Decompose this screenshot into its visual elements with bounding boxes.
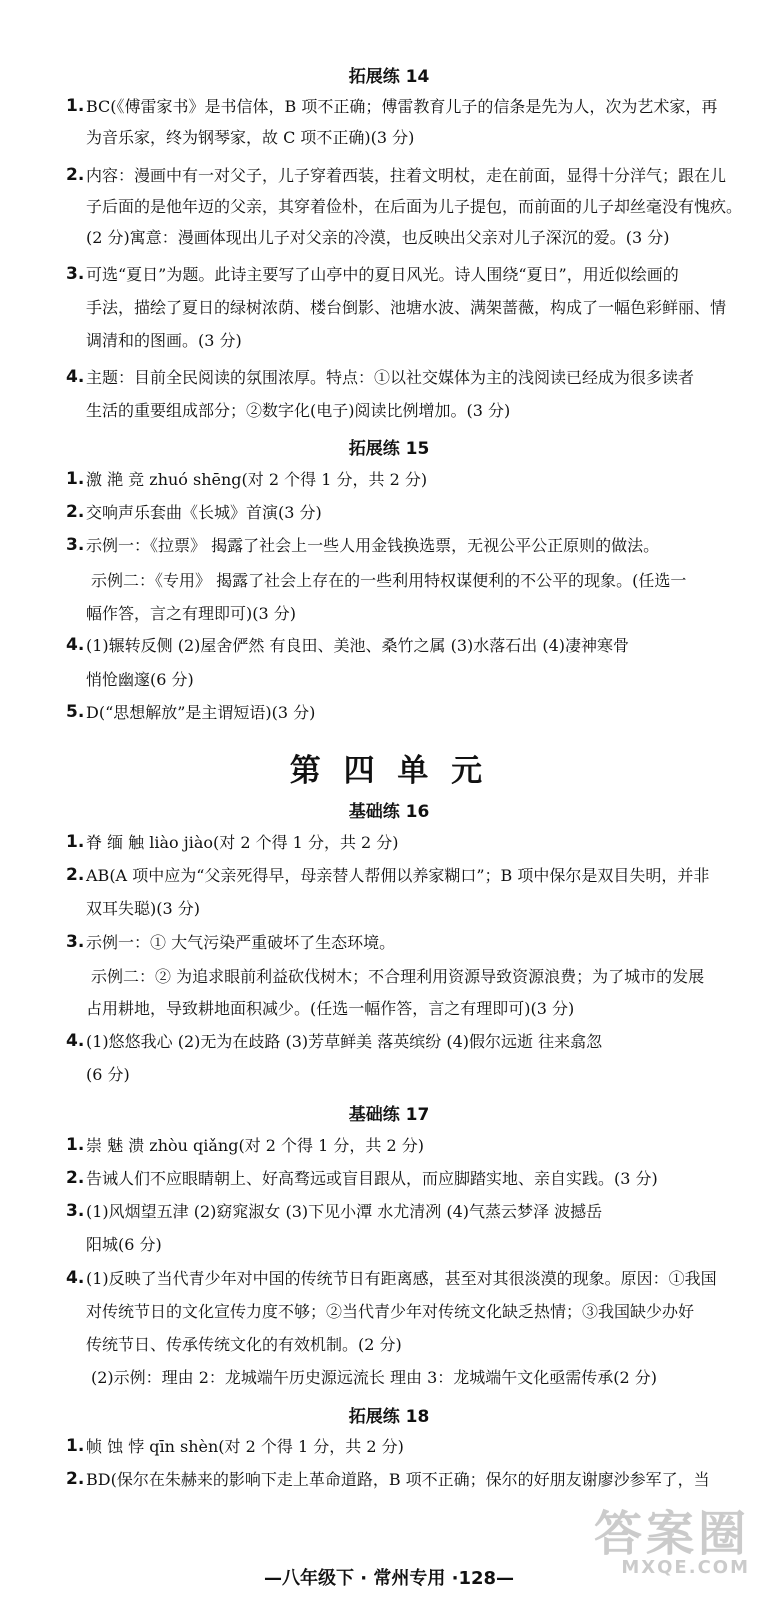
watermark bbox=[593, 1506, 750, 1578]
page-footer: —八年级下 · 常州专用 ·128— bbox=[263, 1568, 515, 1589]
section-heading-18: 拓展练 18 bbox=[348, 1407, 430, 1427]
answer-page: 拓展练 14 1. BC(《傅雷家书》是书信体，B 项不正确；傅雷教育儿子的信条是先为人，次为艺术家，再 为音乐家，终为钢琴家，故 C 项不正确)(3 分) 2. 内容：漫画中有一对父子，儿子穿着西装，拄着文明杖，走在前面，显得十分洋气；跟在儿 子后面的是他年迈的父亲，其穿着俭朴，在后面为儿子提包，而前面的儿子却丝毫没有愧疚。 (2 分)寓意：漫画体现出儿子对父亲的冷漠，也反映出父亲对儿子深沉的爱。(3 分) 3. 可选“夏日”为题。此诗主要写了山亭中的夏日风光。诗人围绕“夏日”，用近似绘画的 手法，描绘了夏日的绿树浓荫、楼台倒影、池塘水波、满架蔷薇，构成了一幅色彩鲜丽、情 调清和的图画。(3 分) 4. 主题：目前全民阅读的氛围浓厚。特点：①以社交媒体为主的浅阅读已经成为很多读者 生活的重要组成部分；②数字化(电子)阅读比例增加。(3 分) 拓展练 15 1. 激 滟 竞 zhuó shēng(对 2 个得 1 分，共 2 分) 2. 交响声乐套曲《长城》首演(3 分) 3. 示例一：《拉票》 揭露了社会上一些人用金钱换选票，无视公平公正原则的做法。 示例二：《专用》 揭露了社会上存在的一些利用特权谋便利的不公平的现象。(任选一 幅作答，言之有理即可)(3 分) 4. (1)辗转反侧 (2)屋舍俨然 有良田、美池、桑竹之属 (3)水落石出 (4)凄神寒骨 悄怆幽邃(6 分) 5. D(“思想解放”是主谓短语)(3 分) 第 四 单 元 基础练 16 1. 脊 缅 触 liào jiào(对 2 个得 1 分，共 2 分) 2. AB(A 项中应为“父亲死得早，母亲替人帮佣以养家糊口”；B 项中保尔是双目失明，并非 双耳失聪)(3 分) 3. 示例一：① 大气污染严重破坏了生态环境。 示例二：② 为追求眼前利益砍伐树木；不合理利用资源导致资源浪费；为了城市的发展 占用耕地，导致耕地面积减少。(任选一幅作答，言之有理即可)(3 分) 4. (1)悠悠我心 (2)无为在歧路 (3)芳草鲜美 落英缤纷 (4)假尔远逝 往来翕忽 (6 分) 基础练 17 1. 崇 魅 溃 zhòu qiǎng(对 2 个得 1 分，共 2 分) 2. 告诫人们不应眼睛朝上、好高骛远或盲目跟从，而应脚踏实地、亲自实践。(3 分) 3. (1)风烟望五津 (2)窈窕淑女 (3)下见小潭 水尤清冽 (4)气蒸云梦泽 波撼岳 阳城(6 分) 4. (1)反映了当代青少年对中国的传统节日有距离感，甚至对其很淡漠的现象。原因：①我国 对传统节日的文化宣传力度不够；②当代青少年对传统文化缺乏热情；③我国缺少办好 传统节日、传承传统文化的有效机制。(2 分) (2)示例：理由 2：龙城端午历史源远流长 理由 3：龙城端午文化亟需传承(2 分) 拓展练 18 1. 帧 蚀 悖 qīn shèn(对 2 个得 1 分，共 2 分) 2. BD(保尔在朱赫来的影响下走上革命道路，B 项不正确；保尔的好朋友谢廖沙参军了，当 —八年级下 · 常州专用 ·128— 答案圈 MXQE.COM bbox=[0, 0, 778, 1600]
watermark-logo: 答案圈 bbox=[593, 1506, 750, 1562]
section-heading-16: 基础练 16 bbox=[348, 802, 430, 822]
section-heading-15: 拓展练 15 bbox=[348, 439, 430, 459]
section-heading-17: 基础练 17 bbox=[348, 1105, 430, 1125]
section-heading-14: 拓展练 14 bbox=[348, 67, 430, 87]
watermark-site: MXQE.COM bbox=[621, 1557, 750, 1578]
unit-title: 第 四 单 元 bbox=[289, 753, 489, 789]
